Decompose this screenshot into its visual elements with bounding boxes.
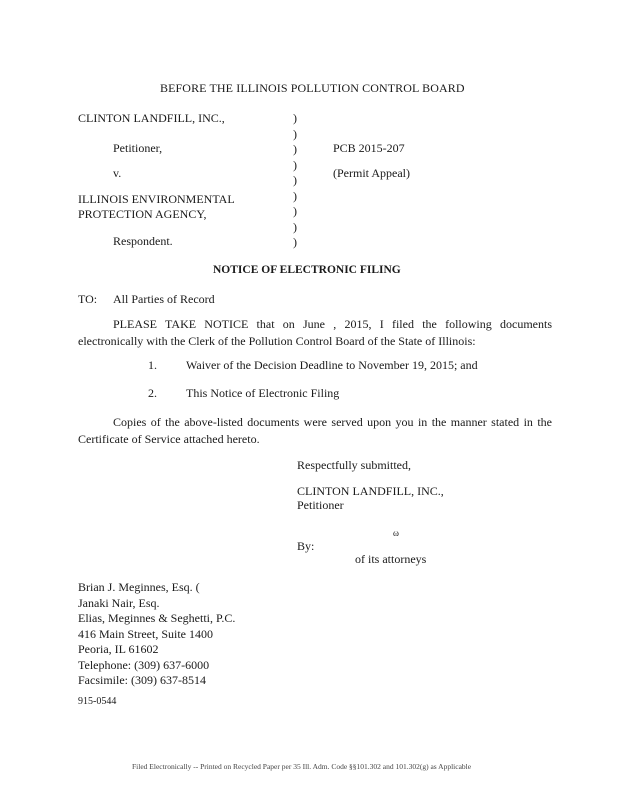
versus-label: v. bbox=[113, 166, 122, 180]
paren: ) bbox=[293, 142, 297, 156]
caption-parentheses bbox=[293, 111, 297, 251]
to-label: TO: bbox=[78, 292, 98, 306]
closing: Respectfully submitted, bbox=[297, 458, 411, 472]
list-number: 1. bbox=[148, 358, 157, 372]
file-number: 915-0544 bbox=[78, 696, 117, 707]
paren: ) bbox=[293, 126, 297, 141]
respondent-role: Respondent. bbox=[113, 234, 173, 248]
counsel-line: Brian J. Meginnes, Esq. ( bbox=[78, 580, 200, 594]
signing-role: Petitioner bbox=[297, 498, 344, 512]
notice-title: NOTICE OF ELECTRONIC FILING bbox=[213, 264, 401, 276]
attorneys-label: of its attorneys bbox=[355, 552, 427, 566]
page-footer: Filed Electronically -- Printed on Recycled Paper per 35 Ill. Adm. Code §§101.302 and 101.302(g) as Applicable bbox=[132, 762, 472, 771]
paren: ) bbox=[293, 204, 297, 218]
counsel-line: Facsimile: (309) 637-8514 bbox=[78, 673, 206, 687]
respondent-name-line-1: ILLINOIS ENVIRONMENTAL bbox=[78, 192, 235, 206]
by-label: By: bbox=[297, 539, 315, 553]
case-number: PCB 2015-207 bbox=[333, 141, 405, 155]
list-item-text: Waiver of the Decision Deadline to November 19, 2015; and bbox=[186, 358, 478, 372]
paren: ) bbox=[293, 111, 297, 125]
counsel-block bbox=[78, 580, 235, 689]
counsel-line: Telephone: (309) 637-6000 bbox=[78, 657, 210, 672]
board-heading: BEFORE THE ILLINOIS POLLUTION CONTROL BOARD bbox=[160, 81, 465, 95]
counsel-line: Janaki Nair, Esq. bbox=[78, 595, 160, 610]
notice-paragraph: PLEASE TAKE NOTICE that on June , 2015, I filed the following documents electronically with the Clerk of the Pollution Control Board of the State of Illinois: bbox=[78, 317, 552, 348]
case-type: (Permit Appeal) bbox=[333, 166, 410, 180]
respondent-name-line-2: PROTECTION AGENCY, bbox=[78, 207, 207, 221]
signing-party: CLINTON LANDFILL, INC., bbox=[297, 484, 444, 498]
signature-mark: ω bbox=[393, 528, 399, 538]
paren: ) bbox=[293, 188, 297, 203]
to-recipients: All Parties of Record bbox=[113, 292, 215, 306]
paren: ) bbox=[293, 219, 297, 234]
paren: ) bbox=[293, 173, 297, 187]
counsel-line: 416 Main Street, Suite 1400 bbox=[78, 626, 213, 641]
paren: ) bbox=[293, 157, 297, 172]
petitioner-name: CLINTON LANDFILL, INC., bbox=[78, 111, 225, 125]
petitioner-role: Petitioner, bbox=[113, 141, 163, 155]
list-number: 2. bbox=[148, 386, 157, 400]
counsel-line: Peoria, IL 61602 bbox=[78, 642, 159, 656]
service-paragraph: Copies of the above-listed documents were served upon you in the manner stated in the Certificate of Service attached hereto. bbox=[78, 415, 552, 446]
list-item-text: This Notice of Electronic Filing bbox=[186, 386, 340, 400]
counsel-line: Elias, Meginnes & Seghetti, P.C. bbox=[78, 611, 236, 625]
paren: ) bbox=[293, 235, 297, 249]
